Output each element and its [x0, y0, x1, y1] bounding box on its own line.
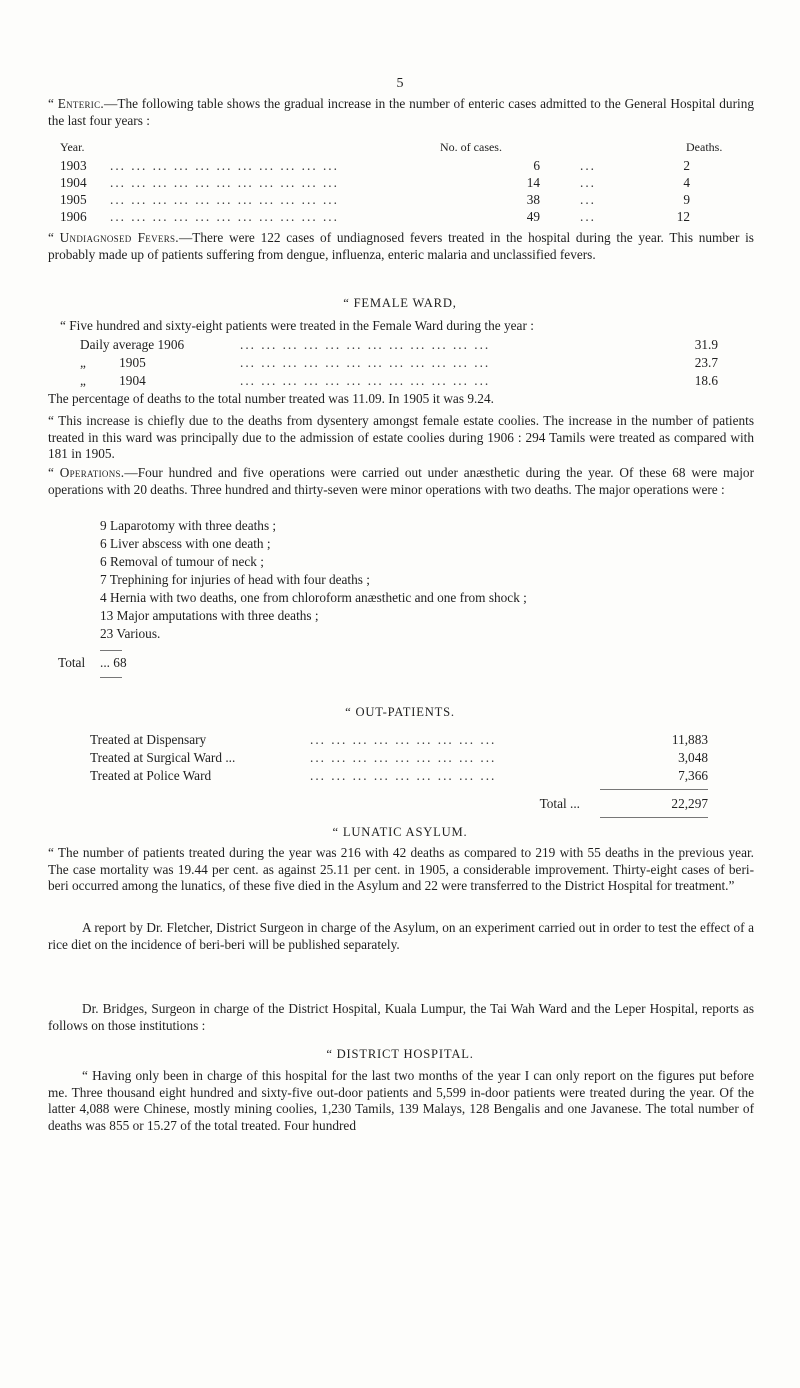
operations-text: —Four hundred and five operations were carried out under anæsthetic during the year. Of these 68 were major operations with 20 deaths. Three hundred and thirty-seven were minor operations with two deaths. The major operations were :: [48, 465, 754, 497]
year-cell: 1905: [60, 192, 87, 207]
list-item: 9 Laparotomy with three deaths ;: [100, 518, 277, 533]
table-row: Treated at Surgical Ward ... ... ... ... ... ... ... ... ... ... 3,048: [90, 750, 708, 765]
deaths-cell: 4: [683, 175, 690, 190]
undiagnosed-paragraph: [48, 230, 754, 263]
year-cell: 1903: [60, 158, 87, 173]
average-label: „ 1905: [80, 355, 146, 370]
deaths-cell: 12: [676, 209, 690, 224]
year-cell: 1904: [60, 175, 87, 190]
operations-heading: Operations.: [59, 465, 125, 480]
table-row: Treated at Police Ward ... ... ... ... ... ... ... ... ... 7,366: [90, 768, 708, 783]
list-item: 23 Various.: [100, 626, 161, 641]
enteric-quote: “: [48, 96, 54, 111]
operations-quote: “: [48, 465, 54, 480]
outpatient-label: Treated at Surgical Ward ...: [90, 750, 236, 765]
col-year: Year.: [60, 140, 85, 154]
year-cell: 1906: [60, 209, 87, 224]
table-row: 1903 ... ... ... ... ... ... ... ... ... ... ... 6 ... 2: [60, 158, 690, 173]
female-ward-percentage: The percentage of deaths to the total number treated was 11.09. In 1905 it was 9.24.: [48, 391, 494, 406]
outpatient-value: 3,048: [678, 750, 708, 765]
lunatic-paragraph: “ The number of patients treated during the year was 216 with 42 deaths as compared to 219 with 55 deaths in the previous year. The case mortality was 19.44 per cent. as against 25.11 per cent. in 1905, a considerable improvement. Thirty-eight cases of beri-beri occurred among the lunatics, of these five died in the Asylum and 22 were transferred to the District Hospital for treatment.”: [48, 845, 754, 894]
operations-paragraph: [48, 465, 754, 498]
list-item: 7 Trephining for injuries of head with four deaths ;: [100, 572, 370, 587]
undiagnosed-quote: “: [48, 230, 54, 245]
district-hospital-heading: “ DISTRICT HOSPITAL.: [326, 1047, 474, 1061]
deaths-cell: 2: [683, 158, 690, 173]
list-item: „ 1905 ... ... ... ... ... ... ... ... ... ... ... ... 23.7: [80, 355, 718, 370]
divider: [600, 789, 708, 790]
table-row: 1904 ... ... ... ... ... ... ... ... ... ... ... 14 ... 4: [60, 175, 690, 190]
lunatic-report-paragraph: A report by Dr. Fletcher, District Surgeon in charge of the Asylum, on an experiment carried out in order to test the effect of a rice diet on the incidence of beri-beri will be published separately.: [48, 920, 754, 952]
enteric-paragraph: [48, 96, 754, 129]
table-row: 1905 ... ... ... ... ... ... ... ... ... ... ... 38 ... 9: [60, 192, 690, 207]
outpatient-value: 7,366: [678, 768, 708, 783]
average-label: Daily average 1906: [80, 337, 185, 352]
bridges-paragraph: Dr. Bridges, Surgeon in charge of the District Hospital, Kuala Lumpur, the Tai Wah Ward and the Leper Hospital, reports as follows on those institutions :: [48, 1001, 754, 1033]
divider: [100, 677, 122, 678]
divider: [100, 650, 122, 651]
enteric-heading: Enteric.: [57, 96, 105, 111]
lunatic-heading: “ LUNATIC ASYLUM.: [332, 825, 468, 839]
list-item: Daily average 1906 ... ... ... ... ... ... ... ... ... ... ... ... 31.9: [80, 337, 718, 352]
average-value: 23.7: [694, 355, 718, 370]
page-number: 5: [396, 76, 404, 91]
outpatient-label: Treated at Dispensary: [90, 732, 207, 747]
table-row: Treated at Dispensary ... ... ... ... ... ... ... ... ... 11,883: [90, 732, 708, 747]
average-label: „ 1904: [80, 373, 146, 388]
list-item: 13 Major amputations with three deaths ;: [100, 608, 319, 623]
outpatient-label: Treated at Police Ward: [90, 768, 212, 783]
cases-cell: 49: [526, 209, 540, 224]
female-ward-heading: “ FEMALE WARD,: [343, 296, 457, 310]
deaths-cell: 9: [683, 192, 690, 207]
outpatients-heading: “ OUT-PATIENTS.: [345, 705, 455, 719]
cases-cell: 14: [526, 175, 540, 190]
operations-total-label: Total: [58, 655, 86, 670]
undiagnosed-heading: Undiagnosed Fevers.: [59, 230, 179, 245]
divider: [600, 817, 708, 818]
female-ward-intro: “ Five hundred and sixty-eight patients were treated in the Female Ward during the year :: [60, 318, 534, 333]
average-value: 31.9: [694, 337, 718, 352]
list-item: „ 1904 ... ... ... ... ... ... ... ... ... ... ... ... 18.6: [80, 373, 718, 388]
outpatients-total-value: 22,297: [671, 796, 708, 811]
list-item: 6 Removal of tumour of neck ;: [100, 554, 264, 569]
cases-cell: 38: [526, 192, 540, 207]
enteric-intro: —The following table shows the gradual increase in the number of enteric cases admitted to the General Hospital during the last four years :: [48, 96, 754, 128]
col-deaths: Deaths.: [686, 140, 723, 154]
list-item: 6 Liver abscess with one death ;: [100, 536, 271, 551]
outpatient-value: 11,883: [671, 732, 708, 747]
operations-total-value: ... 68: [100, 655, 127, 670]
average-value: 18.6: [694, 373, 718, 388]
undiagnosed-text: —There were 122 cases of undiagnosed fevers treated in the hospital during the year. This number is probably made up of patients suffering from dengue, influenza, enteric malaria and unclassified fevers.: [48, 230, 754, 262]
female-ward-increase: “ This increase is chiefly due to the deaths from dysentery amongst female estate coolies. The increase in the number of patients treated in this ward was principally due to the admission of estate coolies during 1906 : 294 Tamils were treated as compared with 181 in 1905.: [48, 413, 754, 462]
cases-cell: 6: [533, 158, 540, 173]
col-cases: No. of cases.: [440, 140, 502, 154]
outpatients-total-label: Total ...: [539, 796, 580, 811]
district-hospital-paragraph: “ Having only been in charge of this hospital for the last two months of the year I can only report on the figures put before me. Three thousand eight hundred and sixty-five out-door patients and 5,599 in-door patients were treated during the year. Of the latter 4,088 were Chinese, mostly mining coolies, 1,230 Tamils, 139 Malays, 128 Bengalis and one Javanese. The total number of deaths was 855 or 15.27 of the total treated. Four hundred: [48, 1068, 754, 1133]
table-row: 1906 ... ... ... ... ... ... ... ... ... ... ... 49 ... 12: [60, 209, 690, 224]
list-item: 4 Hernia with two deaths, one from chloroform anæsthetic and one from shock ;: [100, 590, 527, 605]
